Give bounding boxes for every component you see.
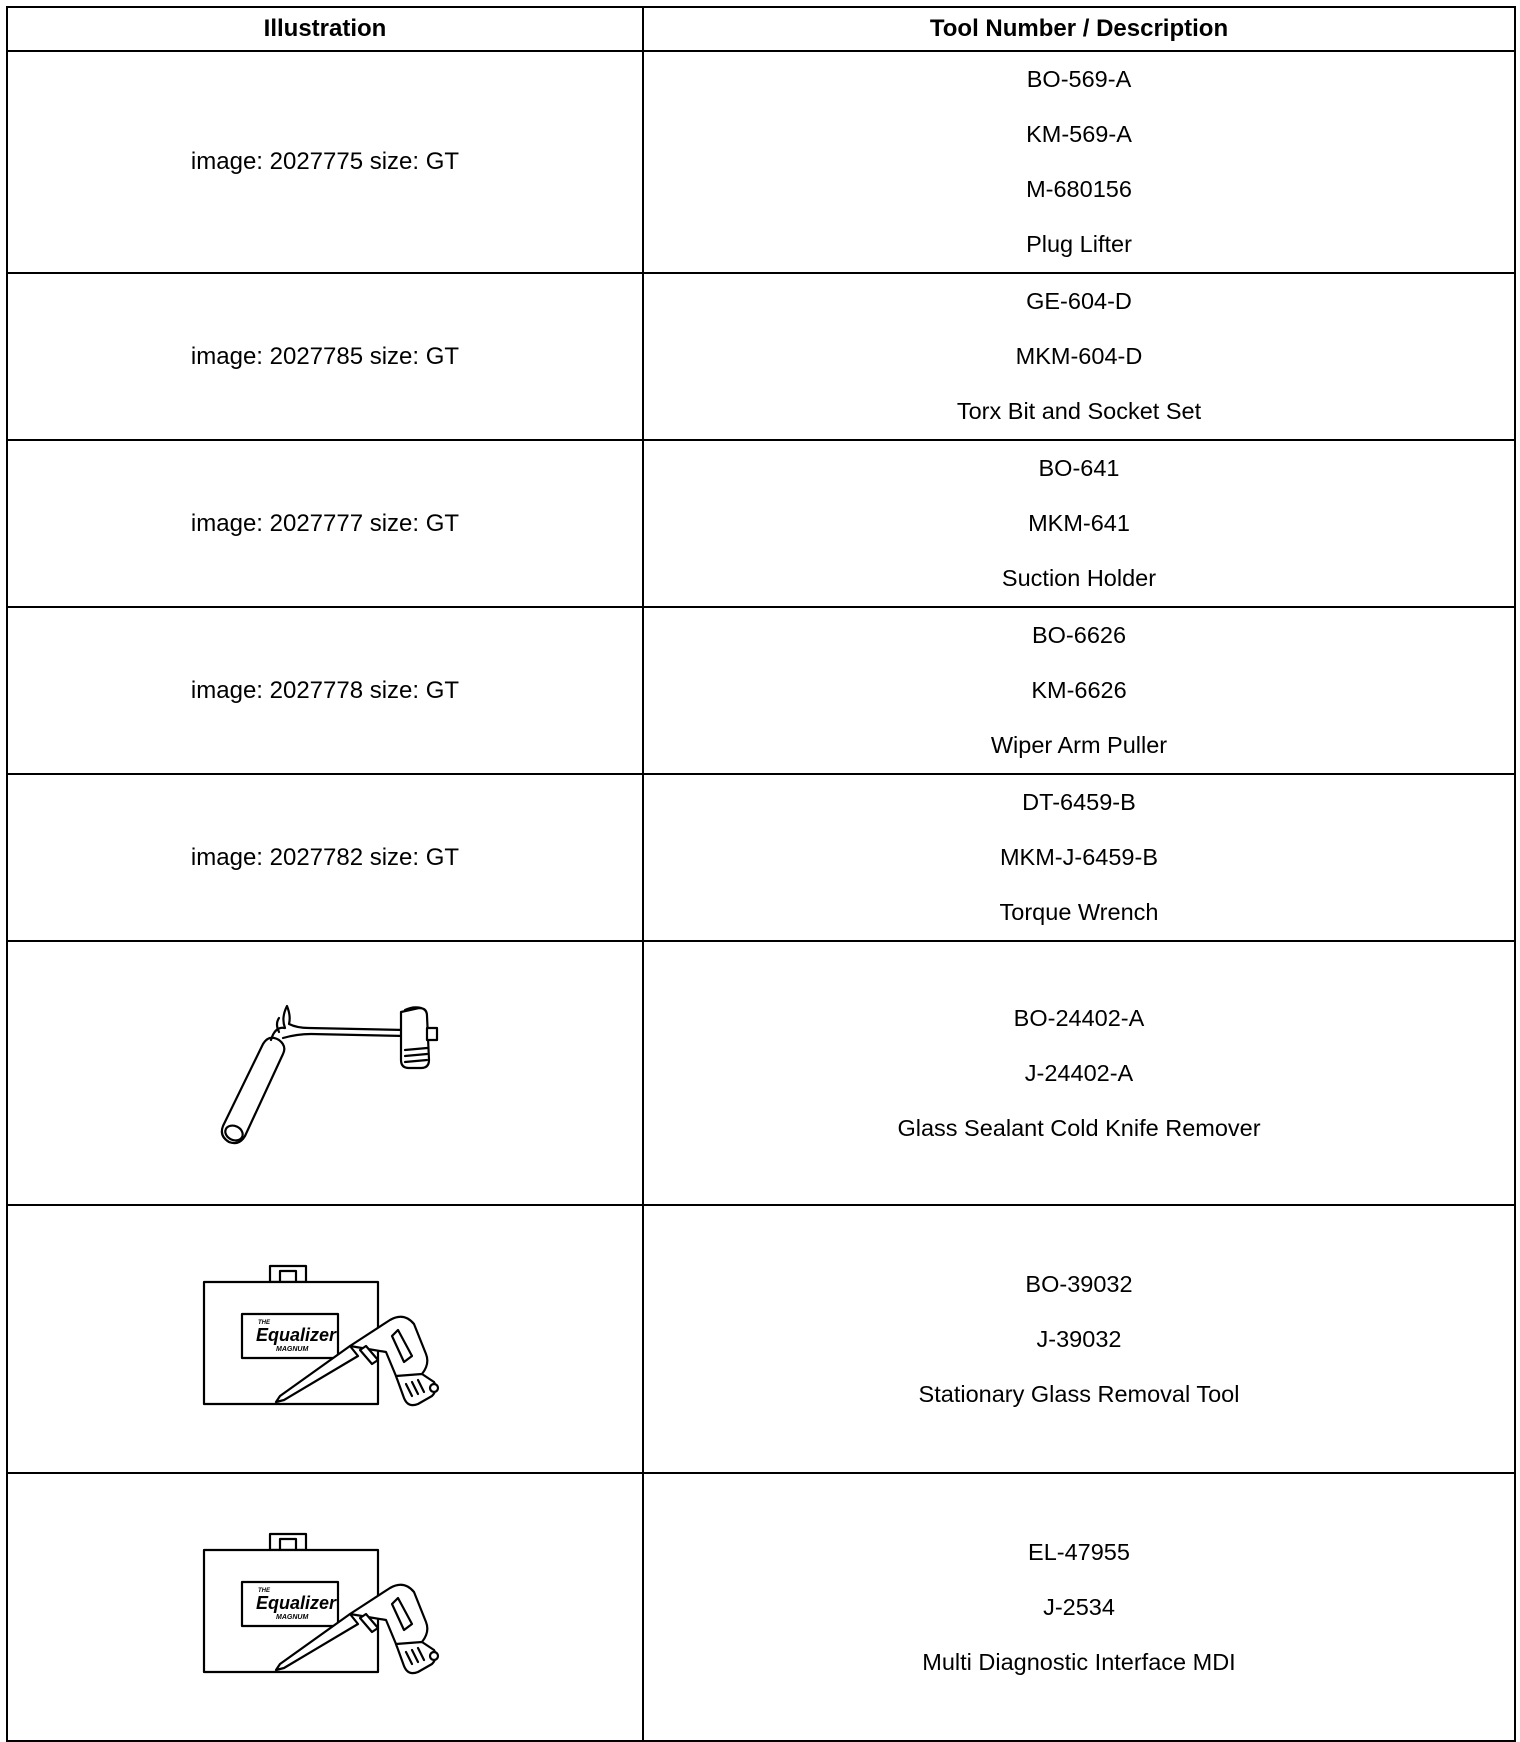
header-row: [7, 7, 1515, 51]
logo-small-text: THE: [258, 1320, 270, 1326]
tool-line: BO-641: [1038, 455, 1120, 481]
table-row: [7, 774, 1515, 941]
tool-line: M-680156: [1026, 176, 1132, 202]
header-illustration: Illustration: [7, 7, 643, 51]
illustration-cell: image: 2027782 size: GT: [7, 774, 643, 941]
table-row: [7, 1205, 1515, 1473]
tool-line: J-39032: [1036, 1325, 1122, 1352]
table-row: [7, 440, 1515, 607]
tool-line: GE-604-D: [1026, 288, 1132, 314]
tool-line: J-24402-A: [1024, 1059, 1134, 1086]
tool-description: Torx Bit and Socket Set: [956, 398, 1202, 424]
illustration-cell: [7, 1473, 643, 1741]
tool-cell: [643, 607, 1515, 774]
tool-description: Wiper Arm Puller: [990, 732, 1168, 758]
tool-line: EL-47955: [1028, 1538, 1130, 1565]
illustration-cell: [7, 1205, 643, 1473]
tool-line: KM-569-A: [1026, 121, 1132, 147]
tool-description: Stationary Glass Removal Tool: [918, 1380, 1240, 1407]
logo-sub-text: MAGNUM: [276, 1346, 309, 1353]
tool-line: MKM-604-D: [1015, 343, 1143, 369]
special-tools-table: [6, 6, 1516, 1742]
table-row: [7, 941, 1515, 1205]
tool-line: BO-24402-A: [1013, 1004, 1145, 1031]
illustration-cell: [7, 941, 643, 1205]
logo-brand-text: Equalizer: [256, 1325, 337, 1345]
illustration-cell: image: 2027785 size: GT: [7, 273, 643, 440]
tool-description: Suction Holder: [1001, 565, 1157, 591]
logo-small-text: THE: [258, 1588, 270, 1594]
tool-line: DT-6459-B: [1022, 789, 1136, 815]
tool-line: KM-6626: [1031, 677, 1127, 703]
tool-description: Torque Wrench: [999, 899, 1159, 925]
table-row: [7, 51, 1515, 273]
tool-line: BO-39032: [1025, 1270, 1133, 1297]
tool-cell: [643, 941, 1515, 1205]
illustration-cell: image: 2027775 size: GT: [7, 51, 643, 273]
tool-line: MKM-J-6459-B: [999, 844, 1158, 870]
tool-line: BO-6626: [1031, 622, 1127, 648]
tool-description: Multi Diagnostic Interface MDI: [922, 1648, 1236, 1675]
header-tool-number-description: Tool Number / Description: [643, 7, 1515, 51]
tool-cell: [643, 774, 1515, 941]
tool-cell: [643, 440, 1515, 607]
tool-cell: [643, 51, 1515, 273]
table-row: [7, 273, 1515, 440]
tool-line: BO-569-A: [1026, 66, 1132, 92]
cold-knife-drawing: [205, 998, 445, 1148]
illustration-cell: image: 2027778 size: GT: [7, 607, 643, 774]
table-row: [7, 1473, 1515, 1741]
equalizer-magnum-drawing: [200, 1532, 450, 1682]
tool-cell: [643, 1473, 1515, 1741]
tool-line: MKM-641: [1028, 510, 1130, 536]
illustration-cell: image: 2027777 size: GT: [7, 440, 643, 607]
tool-description: Glass Sealant Cold Knife Remover: [897, 1114, 1261, 1141]
equalizer-magnum-drawing: [200, 1264, 450, 1414]
tool-description: Plug Lifter: [1026, 231, 1132, 257]
tool-cell: [643, 273, 1515, 440]
tool-line: J-2534: [1043, 1593, 1115, 1620]
logo-sub-text: MAGNUM: [276, 1614, 309, 1621]
logo-brand-text: Equalizer: [256, 1593, 337, 1613]
table-row: [7, 607, 1515, 774]
tool-cell: [643, 1205, 1515, 1473]
